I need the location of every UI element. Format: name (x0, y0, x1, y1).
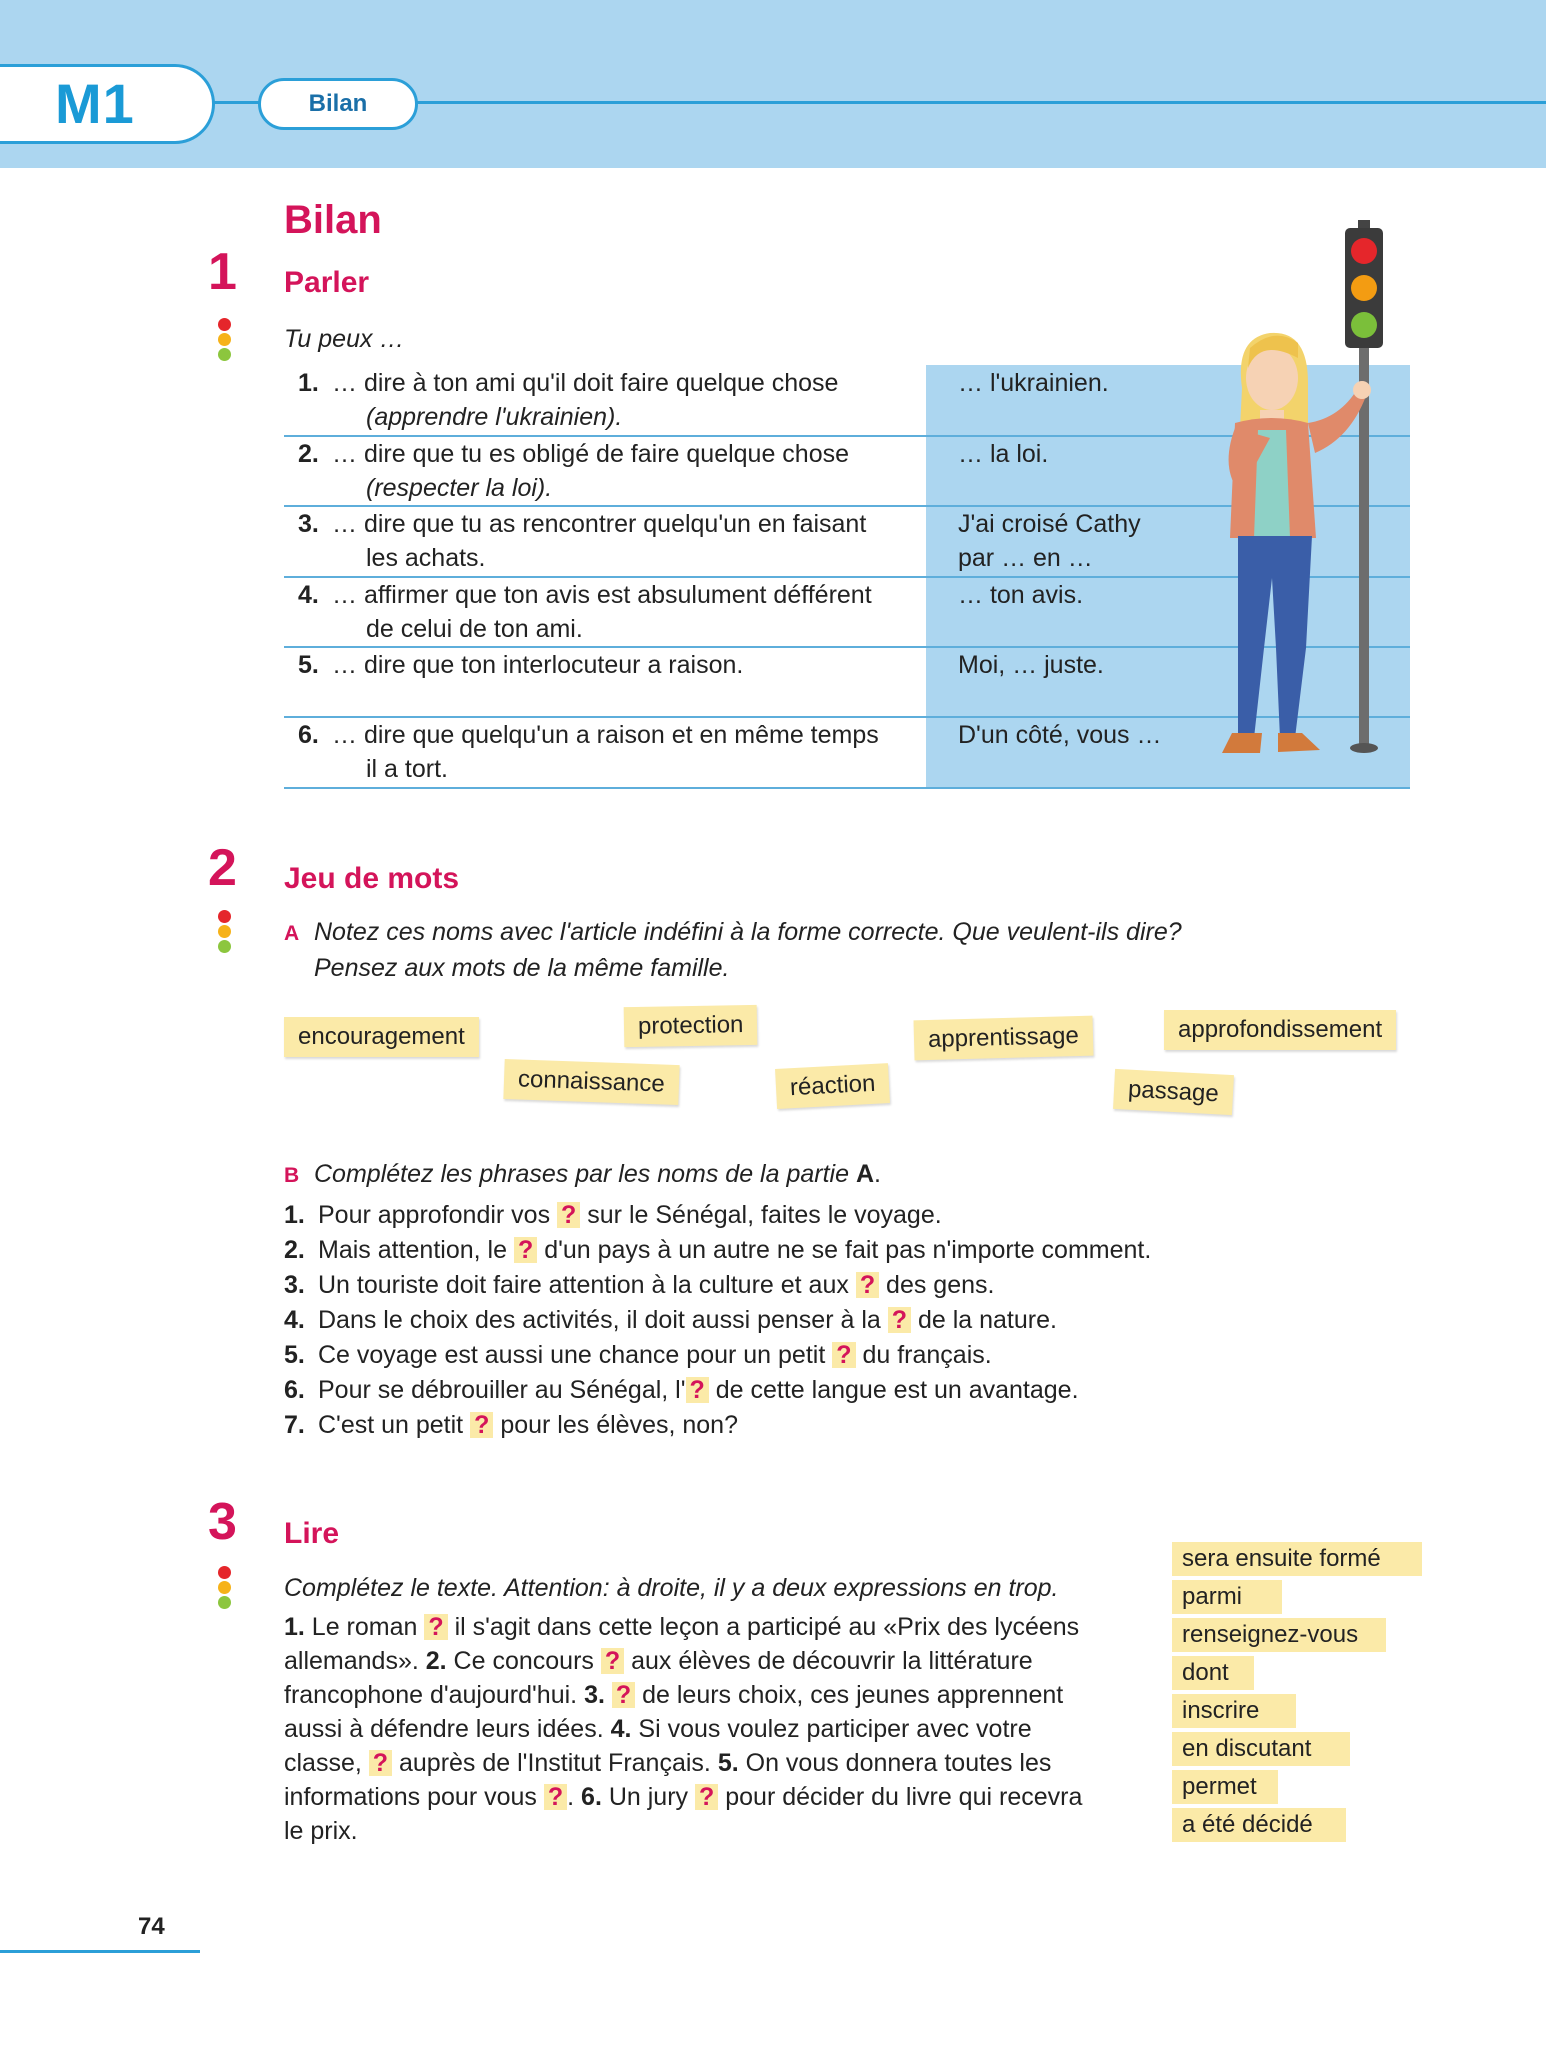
part-b-text: Complétez les phrases par les noms de la partie (314, 1160, 849, 1188)
row-text-sub: (apprendre l'ukrainien). (366, 403, 623, 431)
row-number: 2. (298, 440, 319, 468)
sentence-after: de cette langue est un avantage. (715, 1376, 1079, 1404)
reading-segment: aussi à défendre leurs idées. (284, 1715, 611, 1743)
section-2-title: Jeu de mots (284, 862, 460, 895)
module-label: M1 (55, 72, 135, 135)
row-text-sub: (respecter la loi). (366, 474, 553, 502)
traffic-light-icon (218, 910, 232, 955)
reading-line (284, 1780, 1164, 1814)
word-bank-item: permet (1172, 1770, 1278, 1804)
blank[interactable]: ? (514, 1237, 537, 1263)
blank[interactable]: ? (686, 1377, 709, 1403)
sentence-number: 4. (284, 1306, 305, 1334)
word-bank-item: dont (1172, 1656, 1254, 1690)
table-row (284, 718, 926, 786)
reading-text (284, 1610, 1164, 1848)
page-number: 74 (138, 1913, 165, 1940)
sentence (284, 1303, 1057, 1337)
row-text: … dire que quelqu'un a raison et en même temps (332, 721, 879, 749)
section-1-title: Parler (284, 266, 370, 299)
row-number: 3. (298, 510, 319, 538)
row-text-sub: les achats. (366, 544, 486, 572)
reading-segment: allemands». (284, 1647, 426, 1675)
reading-segment: . (567, 1783, 582, 1811)
blank[interactable]: ? (695, 1784, 718, 1810)
sentence-before: Un touriste doit faire attention à la culture et aux (318, 1271, 849, 1299)
row-number: 6. (298, 721, 319, 749)
table-row (284, 648, 926, 682)
word-sticker: connaissance (503, 1059, 679, 1105)
table-row (284, 507, 926, 575)
part-a-line2: Pensez aux mots de la même famille. (314, 954, 730, 982)
sentence-after: des gens. (886, 1271, 995, 1299)
sentence (284, 1198, 942, 1232)
sentence-before: Mais attention, le (318, 1236, 507, 1264)
sentence-number: 3. (284, 1271, 305, 1299)
table-row (284, 437, 926, 505)
row-answer: … ton avis. (958, 581, 1084, 609)
reading-segment: classe, (284, 1749, 369, 1777)
reading-line (284, 1610, 1164, 1644)
reading-segment: On vous donnera toutes les (738, 1749, 1052, 1777)
blank[interactable]: ? (424, 1614, 447, 1640)
row-answer: Moi, … juste. (958, 651, 1104, 679)
word-sticker: passage (1113, 1069, 1234, 1115)
word-sticker: apprentissage (914, 1016, 1094, 1061)
item-number: 1. (284, 1613, 305, 1641)
sentence (284, 1338, 992, 1372)
pole-base (1350, 743, 1378, 753)
sentence-before: Pour approfondir vos (318, 1201, 551, 1229)
sentence (284, 1268, 994, 1302)
word-sticker: encouragement (284, 1017, 479, 1057)
green-light (1351, 312, 1377, 338)
table-row (284, 366, 926, 434)
sentence (284, 1233, 1151, 1267)
section-1-number: 1 (208, 243, 237, 301)
sentence (284, 1373, 1079, 1407)
row-answer: … la loi. (958, 440, 1049, 468)
reading-line (284, 1746, 1164, 1780)
section-tab-label: Bilan (308, 90, 368, 117)
reading-line (284, 1644, 1164, 1678)
word-sticker: réaction (775, 1063, 890, 1109)
girl-figure (1222, 333, 1371, 753)
reading-segment: aux élèves de découvrir la littérature (624, 1647, 1033, 1675)
sentence-before: C'est un petit (318, 1411, 464, 1439)
row-answer: … l'ukrainien. (958, 369, 1109, 397)
blank[interactable]: ? (832, 1342, 855, 1368)
word-bank-item: renseignez-vous (1172, 1618, 1386, 1652)
row-divider (284, 787, 1410, 789)
orange-light (1351, 275, 1377, 301)
reading-segment: il s'agit dans cette leçon a participé au «Prix des lycéens (447, 1613, 1080, 1641)
row-answer-line: J'ai croisé Cathy (958, 510, 1141, 538)
reading-segment: informations pour vous (284, 1783, 544, 1811)
reading-segment: Ce concours (446, 1647, 601, 1675)
blank[interactable]: ? (601, 1648, 624, 1674)
part-a-line1: Notez ces noms avec l'article indéfini à la forme correcte. Que veulent-ils dire? (314, 918, 1182, 946)
blank[interactable]: ? (369, 1750, 392, 1776)
row-number: 5. (298, 651, 319, 679)
word-bank-item: sera ensuite formé (1172, 1542, 1422, 1576)
item-number: 2. (425, 1647, 447, 1675)
traffic-light-icon (218, 318, 232, 363)
part-b-instruction: B Complétez les phrases par les noms de la partie A. (284, 1157, 881, 1193)
sentence-before: Ce voyage est aussi une chance pour un petit (318, 1341, 826, 1369)
row-answer-line: par … en … (958, 544, 1093, 572)
reading-segment: auprès de l'Institut Français. (392, 1749, 718, 1777)
word-sticker: protection (624, 1005, 758, 1047)
traffic-light-icon (218, 1566, 232, 1611)
sentence-number: 1. (284, 1201, 305, 1229)
section-2-number: 2 (208, 839, 237, 897)
row-answer: D'un côté, vous … (958, 721, 1162, 749)
footer-line (0, 1950, 200, 1953)
blank[interactable]: ? (888, 1307, 911, 1333)
sentence-number: 6. (284, 1376, 305, 1404)
word-bank-item: parmi (1172, 1580, 1282, 1614)
header-line (0, 101, 1546, 104)
item-number: 3. (584, 1681, 605, 1709)
item-number: 5. (717, 1749, 739, 1777)
item-number: 6. (581, 1783, 602, 1811)
part-a-letter: A (284, 922, 300, 945)
section-1-intro: Tu peux … (284, 325, 405, 353)
reading-segment: le prix. (284, 1817, 358, 1845)
sentence-number: 2. (284, 1236, 305, 1264)
section-3-instruction: Complétez le texte. Attention: à droite, il y a deux expressions en trop. (284, 1574, 1059, 1602)
header-banner (0, 0, 1546, 168)
word-bank-item: en discutant (1172, 1732, 1350, 1766)
red-light (1351, 238, 1377, 264)
sentence-after: sur le Sénégal, faites le voyage. (587, 1201, 942, 1229)
section-3-number: 3 (208, 1493, 237, 1551)
sentence-after: pour les élèves, non? (500, 1411, 738, 1439)
item-number: 4. (610, 1715, 632, 1743)
reading-segment: pour décider du livre qui recevra (718, 1783, 1083, 1811)
word-bank-item: inscrire (1172, 1694, 1296, 1728)
blank[interactable]: ? (856, 1272, 879, 1298)
reading-segment: de leurs choix, ces jeunes apprennent (635, 1681, 1064, 1709)
reading-segment: Si vous voulez participer avec votre (631, 1715, 1032, 1743)
row-text: … affirmer que ton avis est absulument défférent (332, 581, 872, 609)
section-3-title: Lire (284, 1517, 340, 1550)
sentence-before: Pour se débrouiller au Sénégal, l' (318, 1376, 686, 1404)
row-text-sub: il a tort. (366, 755, 448, 783)
reading-segment: Le roman (304, 1613, 425, 1641)
reading-segment (605, 1681, 612, 1709)
row-text-sub: de celui de ton ami. (366, 615, 583, 643)
reading-line (284, 1712, 1164, 1746)
row-text: … dire à ton ami qu'il doit faire quelque chose (332, 369, 839, 397)
reading-line (284, 1678, 1164, 1712)
sentence-after: du français. (862, 1341, 992, 1369)
word-sticker: approfondissement (1164, 1010, 1396, 1050)
blank[interactable]: ? (612, 1682, 635, 1708)
table-row (284, 578, 926, 646)
word-bank (1172, 1542, 1422, 1842)
blank[interactable]: ? (544, 1784, 567, 1810)
sentence (284, 1408, 738, 1442)
reading-segment: Un jury (601, 1783, 695, 1811)
row-text: … dire que tu as rencontrer quelqu'un en faisant (332, 510, 867, 538)
part-b-ref: A (855, 1160, 875, 1188)
pole (1359, 308, 1369, 748)
row-text: … dire que tu es obligé de faire quelque chose (332, 440, 850, 468)
row-number: 1. (298, 369, 319, 397)
reading-line (284, 1814, 1164, 1848)
word-bank-item: a été décidé (1172, 1808, 1346, 1842)
sentence-before: Dans le choix des activités, il doit aussi penser à la (318, 1306, 881, 1334)
part-a-instruction (284, 915, 1182, 985)
blank[interactable]: ? (557, 1202, 580, 1228)
blank[interactable]: ? (470, 1412, 493, 1438)
page-title: Bilan (284, 198, 382, 242)
sentence-number: 5. (284, 1341, 305, 1369)
row-text: … dire que ton interlocuteur a raison. (332, 651, 744, 679)
sentence-number: 7. (284, 1411, 305, 1439)
sentence-after: de la nature. (917, 1306, 1057, 1334)
sentence-after: d'un pays à un autre ne se fait pas n'importe comment. (544, 1236, 1152, 1264)
reading-segment: francophone d'aujourd'hui. (284, 1681, 585, 1709)
row-number: 4. (298, 581, 319, 609)
part-b-letter: B (284, 1164, 300, 1187)
traffic-light-illustration (1180, 218, 1430, 758)
